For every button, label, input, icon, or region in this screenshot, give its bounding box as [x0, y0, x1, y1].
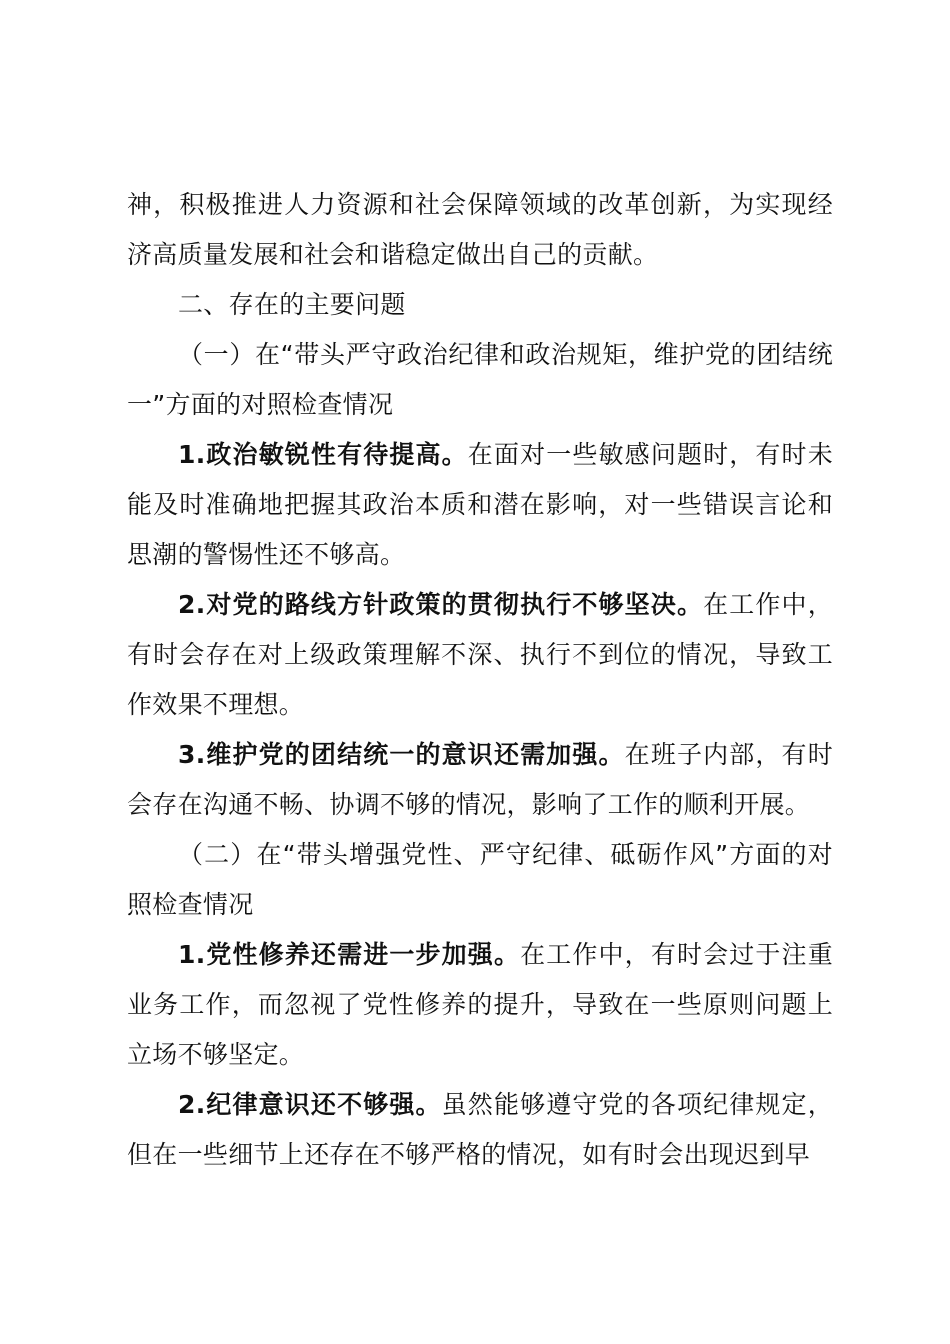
problem-item-text: 虽然能够遵守党的各项纪律规定，但在一些细节上还存在不够严格的情况，如有时会出现迟到早 [127, 1090, 833, 1169]
subsection-heading-text: （一）在“带头严守政治纪律和政治规矩，维护党的团结统一”方面的对照检查情况 [127, 340, 833, 419]
problem-item [127, 930, 833, 1080]
problem-item-lead: 1.党性修养还需进一步加强。 [178, 940, 521, 969]
subsection-heading-text: （二）在“带头增强党性、严守纪律、砥砺作风”方面的对照检查情况 [127, 840, 833, 919]
problem-item [127, 580, 833, 730]
problem-item-lead: 2.对党的路线方针政策的贯彻执行不够坚决。 [178, 590, 704, 619]
section-heading [127, 280, 833, 330]
problem-item-text: 在班子内部，有时会存在沟通不畅、协调不够的情况，影响了工作的顺利开展。 [127, 740, 833, 819]
problem-item-text: 在工作中，有时会存在对上级政策理解不深、执行不到位的情况，导致工作效果不理想。 [127, 590, 833, 719]
problem-item [127, 1080, 833, 1180]
paragraph-continuation [127, 180, 833, 280]
problem-item-text: 在面对一些敏感问题时，有时未能及时准确地把握其政治本质和潜在影响，对一些错误言论和思潮的警惕性还不够高。 [127, 440, 833, 569]
section-heading-text: 二、存在的主要问题 [178, 290, 406, 319]
paragraph-text: 神，积极推进人力资源和社会保障领域的改革创新，为实现经济高质量发展和社会和谐稳定做出自己的贡献。 [127, 190, 833, 269]
problem-item-lead: 2.纪律意识还不够强。 [178, 1090, 442, 1119]
document-body [127, 180, 833, 1180]
subsection-heading [127, 830, 833, 930]
problem-item-text: 在工作中，有时会过于注重业务工作，而忽视了党性修养的提升，导致在一些原则问题上立场不够坚定。 [127, 940, 833, 1069]
problem-item-lead: 1.政治敏锐性有待提高。 [178, 440, 468, 469]
problem-item [127, 730, 833, 830]
problem-item [127, 430, 833, 580]
problem-item-lead: 3.维护党的团结统一的意识还需加强。 [178, 740, 625, 769]
subsection-heading [127, 330, 833, 430]
